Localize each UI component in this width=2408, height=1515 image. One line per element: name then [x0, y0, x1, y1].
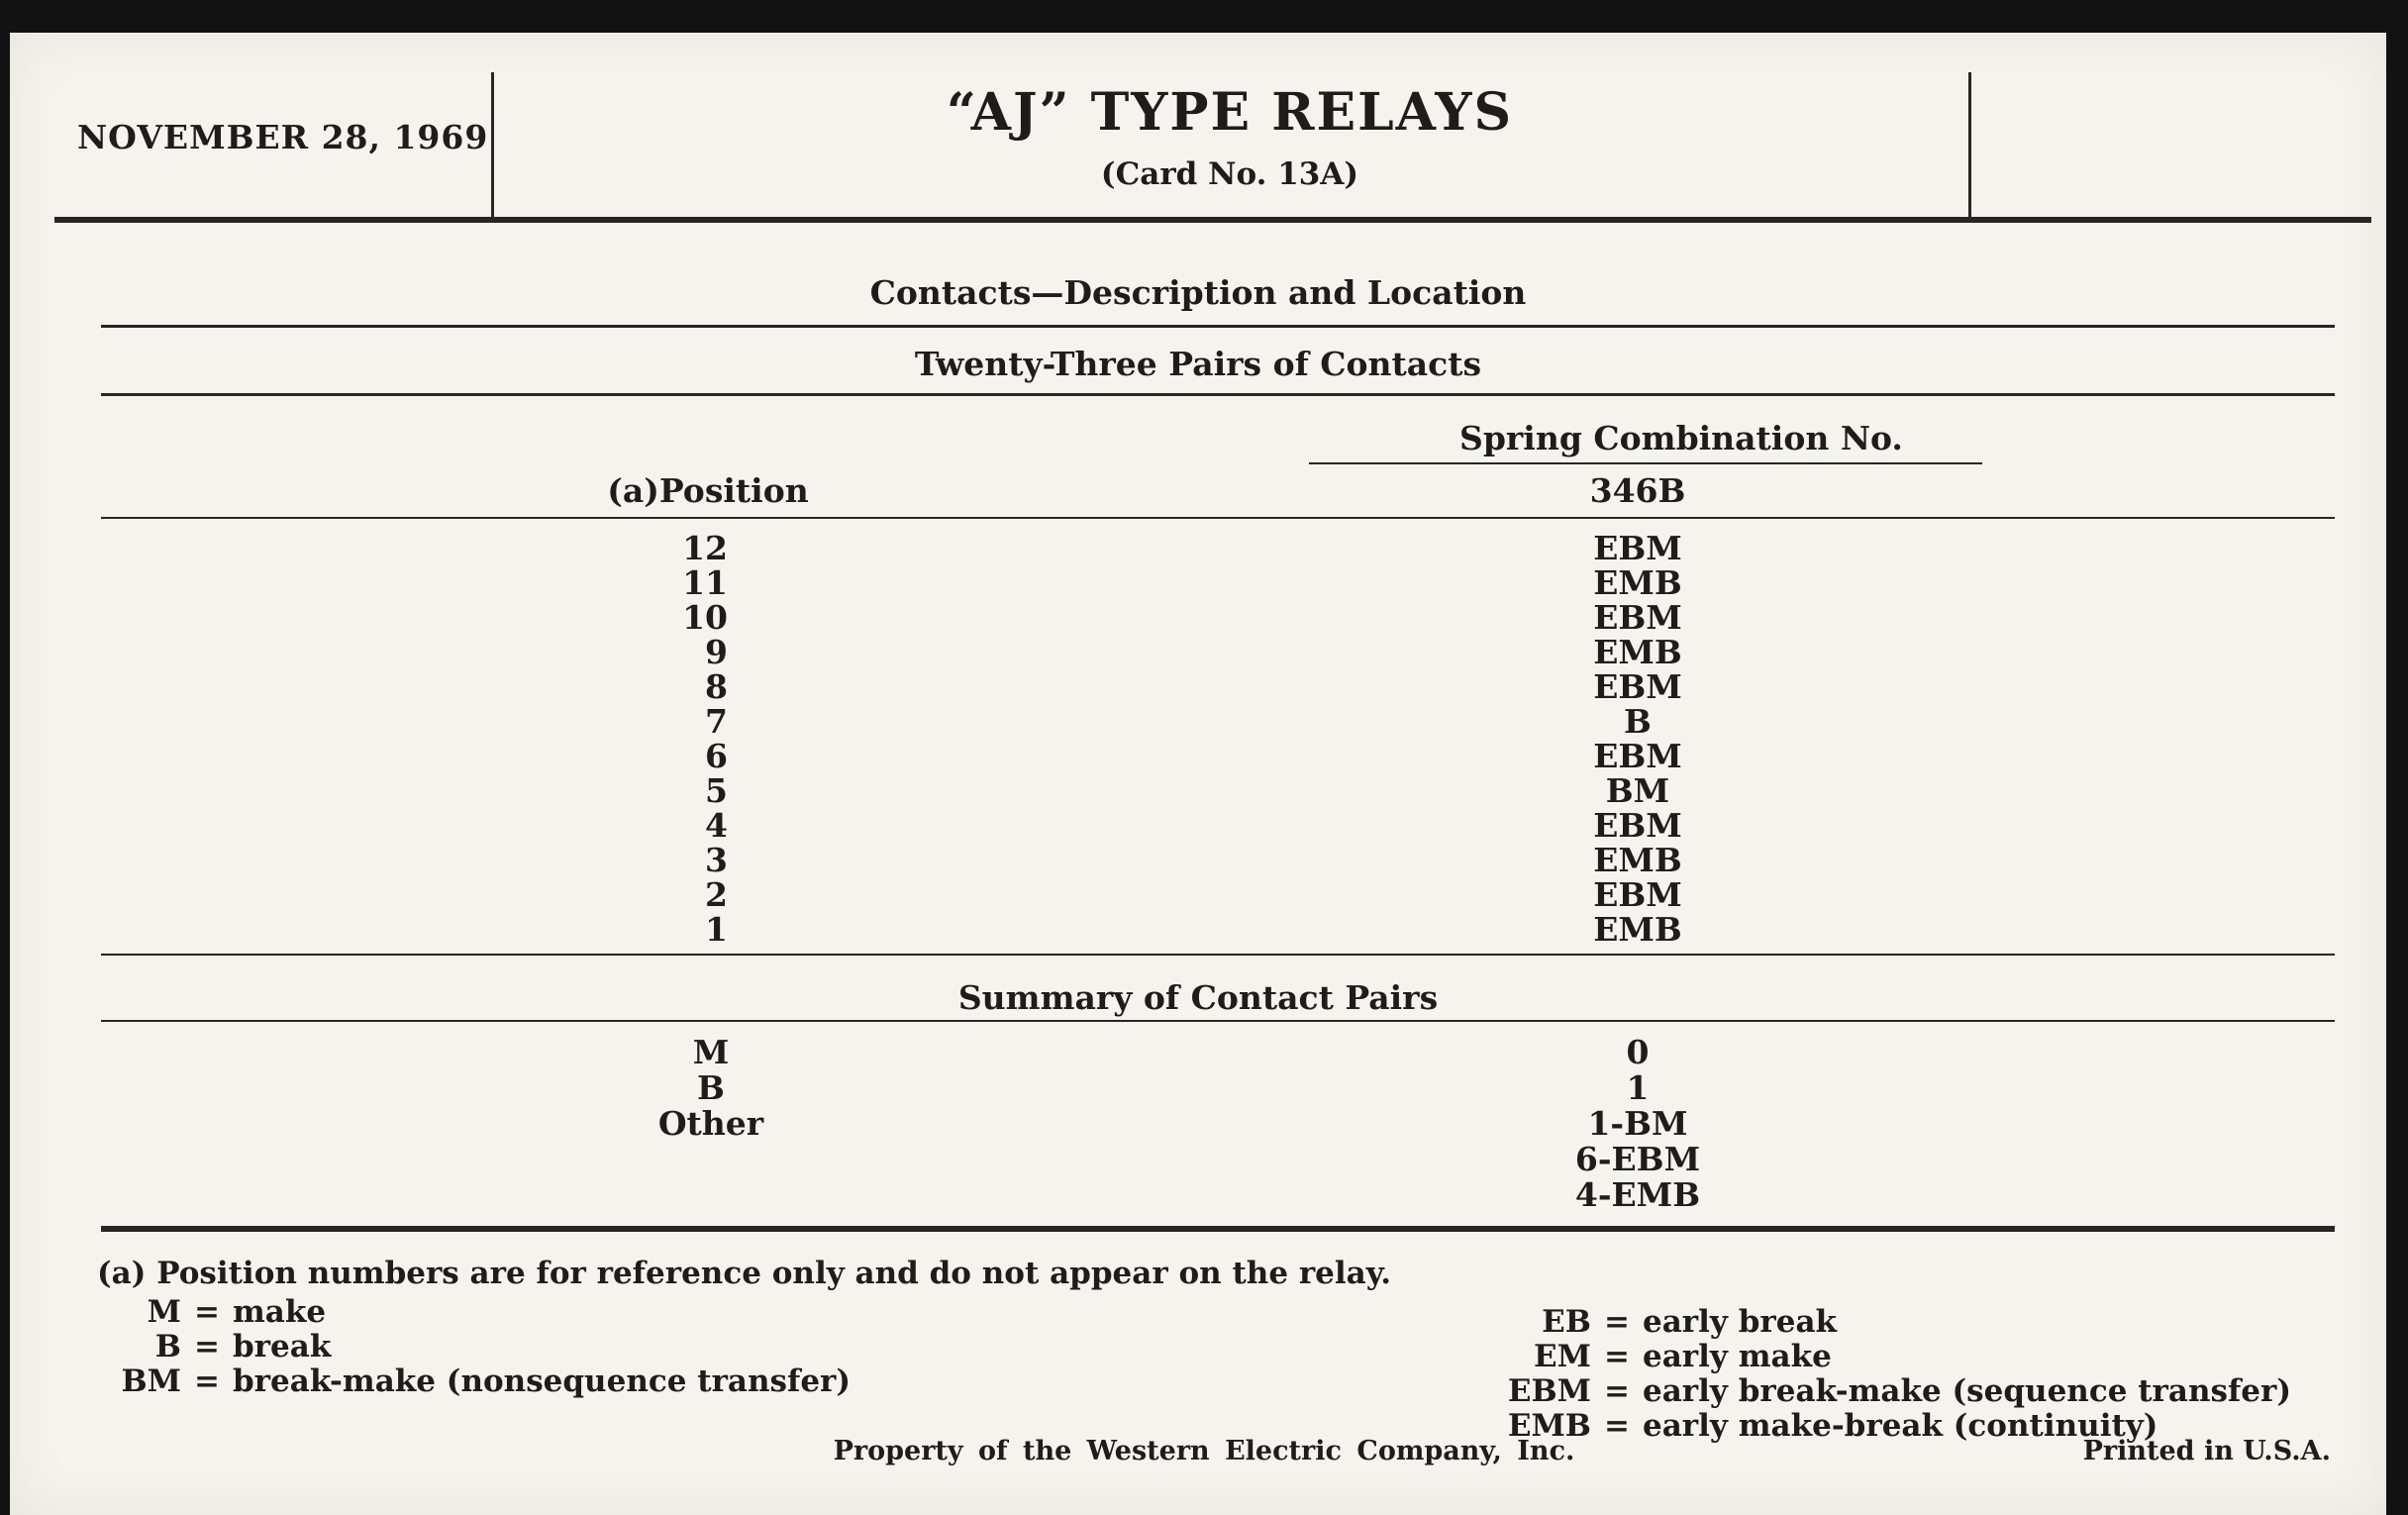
spring-combination-number-header: 346B — [1589, 471, 1686, 510]
contact-type-cell: EMB — [1593, 633, 1682, 671]
header-divider-right — [1968, 72, 1971, 221]
contact-type-cell: EBM — [1593, 875, 1682, 914]
table-row — [10, 912, 2386, 947]
equals-sign: = — [1604, 1304, 1630, 1340]
contact-type-cell: EMB — [1593, 563, 1682, 602]
position-cell: 11 — [682, 563, 728, 602]
page-title: “AJ” TYPE RELAYS — [946, 82, 1514, 143]
contact-type-cell: EBM — [1593, 806, 1682, 845]
summary-row — [10, 1070, 2386, 1106]
contact-type-cell: EMB — [1593, 910, 1682, 949]
abbreviation-definition: early break-make (sequence transfer) — [1643, 1373, 2292, 1409]
equals-sign: = — [194, 1329, 220, 1364]
position-cell: 4 — [705, 806, 728, 845]
summary-label-cell: M — [692, 1033, 730, 1071]
table-row — [10, 773, 2386, 808]
footer-printed-in: Printed in U.S.A. — [2082, 1436, 2331, 1466]
section-subheading: Twenty-Three Pairs of Contacts — [914, 345, 1482, 383]
summary-value-cell: 4-EMB — [1574, 1175, 1701, 1214]
relay-data-card — [10, 33, 2386, 1515]
table-row — [10, 704, 2386, 739]
rule-3 — [101, 517, 2335, 519]
equals-sign: = — [1604, 1373, 1630, 1409]
abbreviation-list-left — [62, 1295, 851, 1399]
abbreviation-definition: early break — [1643, 1304, 1838, 1340]
position-cell: 7 — [705, 702, 728, 741]
abbreviation-definition: break-make (nonsequence transfer) — [233, 1364, 852, 1399]
abbreviation: EB — [1542, 1304, 1591, 1340]
position-cell: 12 — [682, 529, 728, 567]
contact-type-cell: EMB — [1593, 841, 1682, 879]
summary-value-cell: 1 — [1626, 1068, 1650, 1107]
footnote-a: (a) Position numbers are for reference only and do not appear on the relay. — [97, 1256, 1392, 1291]
table-row — [10, 635, 2386, 669]
title-block — [491, 82, 1968, 192]
header-rule — [54, 217, 2371, 223]
table-row — [10, 600, 2386, 635]
table-row — [10, 739, 2386, 773]
position-cell: 5 — [705, 771, 728, 810]
summary-value-cell: 6-EBM — [1574, 1140, 1701, 1178]
contact-type-cell: EBM — [1593, 598, 1682, 637]
abbreviation-row — [1416, 1340, 2291, 1374]
abbreviation-definition: make — [233, 1294, 327, 1330]
contact-type-cell: EBM — [1593, 529, 1682, 567]
abbreviation-definition: early make-break (continuity) — [1643, 1408, 2158, 1444]
abbreviation: BM — [121, 1364, 181, 1399]
position-column-header: (a)Position — [607, 471, 809, 510]
table-row — [10, 531, 2386, 565]
position-cell: 3 — [705, 841, 728, 879]
table-row — [10, 843, 2386, 877]
summary-row — [10, 1142, 2386, 1177]
contact-type-cell: EBM — [1593, 737, 1682, 775]
equals-sign: = — [194, 1364, 220, 1399]
position-cell: 10 — [682, 598, 728, 637]
spring-combination-group-header: Spring Combination No. — [1459, 419, 1903, 457]
summary-row — [10, 1106, 2386, 1142]
summary-table — [10, 1035, 2386, 1213]
position-cell: 9 — [705, 633, 728, 671]
summary-row — [10, 1035, 2386, 1070]
table-row — [10, 565, 2386, 600]
position-cell: 1 — [705, 910, 728, 949]
abbreviation-row — [1416, 1305, 2291, 1340]
section-heading: Contacts—Description and Location — [869, 273, 1527, 312]
spring-combination-underline — [1309, 462, 1982, 464]
card-number: (Card No. 13A) — [1100, 156, 1359, 192]
card-date: NOVEMBER 28, 1969 — [77, 118, 489, 156]
abbreviation: M — [147, 1294, 181, 1330]
positions-table — [10, 531, 2386, 947]
footer-property-notice: Property of the Western Electric Company, Inc. — [833, 1436, 1575, 1466]
abbreviation-row — [62, 1364, 851, 1399]
summary-label-cell: B — [697, 1068, 725, 1107]
abbreviation-definition: break — [233, 1329, 332, 1364]
rule-2 — [101, 393, 2335, 396]
abbreviation: EBM — [1507, 1373, 1591, 1409]
summary-label-cell: Other — [657, 1104, 764, 1143]
abbreviation-row — [62, 1295, 851, 1330]
summary-heading: Summary of Contact Pairs — [957, 978, 1439, 1017]
abbreviation-row — [1416, 1374, 2291, 1409]
abbreviation: EM — [1534, 1339, 1591, 1374]
rule-5 — [101, 1020, 2335, 1022]
abbreviation: EMB — [1507, 1408, 1591, 1444]
equals-sign: = — [1604, 1339, 1630, 1374]
summary-row — [10, 1177, 2386, 1213]
contact-type-cell: EBM — [1593, 667, 1682, 706]
position-cell: 8 — [705, 667, 728, 706]
abbreviation: B — [154, 1329, 181, 1364]
abbreviation-definition: early make — [1643, 1339, 1832, 1374]
table-row — [10, 669, 2386, 704]
abbreviation-row — [62, 1330, 851, 1364]
contact-type-cell: BM — [1605, 771, 1670, 810]
rule-1 — [101, 325, 2335, 328]
position-cell: 2 — [705, 875, 728, 914]
equals-sign: = — [1604, 1408, 1630, 1444]
contact-type-cell: B — [1624, 702, 1652, 741]
rule-4 — [101, 954, 2335, 956]
summary-value-cell: 1-BM — [1587, 1104, 1688, 1143]
abbreviation-list-right — [1416, 1305, 2291, 1444]
table-row — [10, 877, 2386, 912]
rule-6 — [101, 1226, 2335, 1232]
position-cell: 6 — [705, 737, 728, 775]
equals-sign: = — [194, 1294, 220, 1330]
table-row — [10, 808, 2386, 843]
summary-value-cell: 0 — [1626, 1033, 1650, 1071]
